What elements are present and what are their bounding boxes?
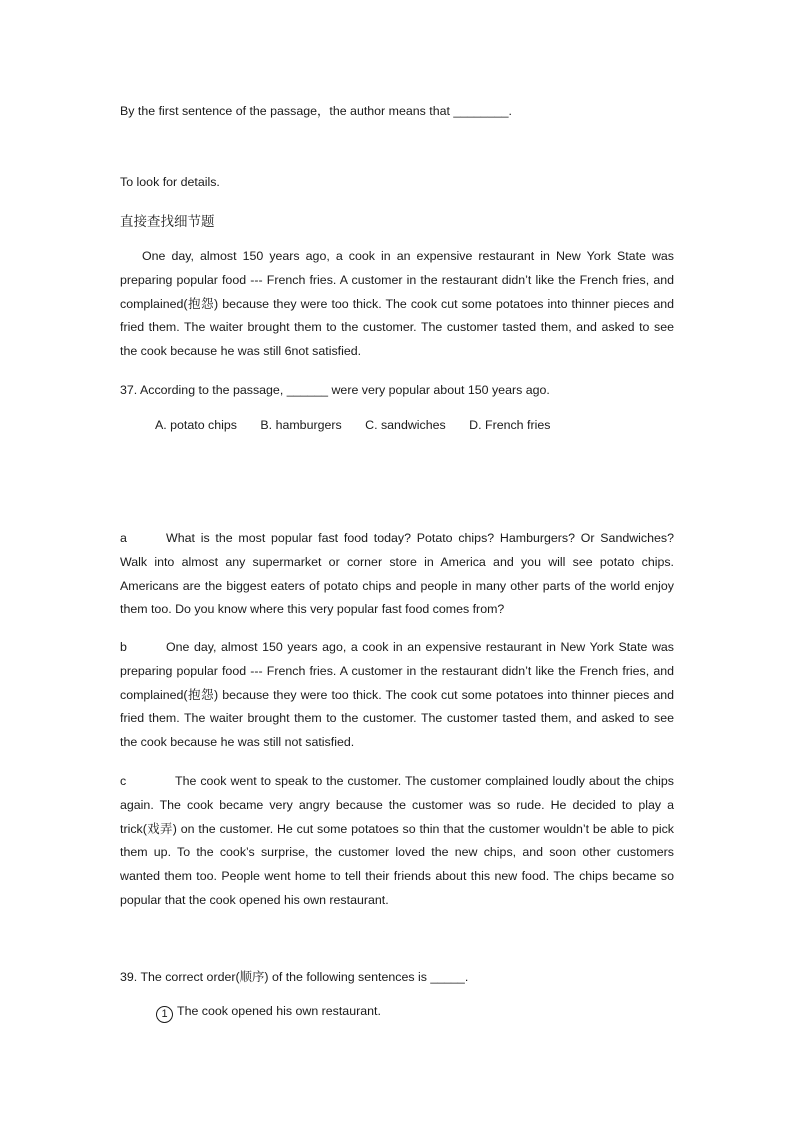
option-d: D. French fries <box>469 418 551 432</box>
question-37-stem: 37. According to the passage, ______ were very popular about 150 years ago. <box>120 383 550 397</box>
question-39-stem: 39. The correct order(顺序) of the following sentences is _____. <box>120 970 469 984</box>
paragraph-a <box>120 527 674 622</box>
tip-chinese-heading: 直接查找细节题 <box>120 214 215 230</box>
passage-excerpt-text: One day, almost 150 years ago, a cook in an expensive restaurant in New York State was preparing popular food --- French fries. A customer in the restaurant didn’t like the French fries, and complained(抱怨) because they were too thick. The cook cut some potatoes into thinner pieces and fried them. The waiter brought them to the customer. The customer tasted them, and asked to see the cook because he was still 6not satisfied. <box>120 249 674 359</box>
paragraph-c-label: c <box>120 774 127 788</box>
option-c: C. sandwiches <box>365 418 446 432</box>
circled-number-marker: 1 <box>156 1006 173 1023</box>
question-39-item-1-text: The cook opened his own restaurant. <box>177 1004 381 1018</box>
paragraph-c-text: The cook went to speak to the customer. The customer complained loudly about the chips again. The cook became very angry because the customer was so rude. He decided to play a trick(戏弄) on the customer. He cut some potatoes so thin that the customer wouldn’t be able to pick them up. To the cook’s surprise, the customer loved the new chips, and soon other customers wanted them too. People went home to tell their friends about this new food. The chips became so popular that the cook opened his own restaurant. <box>120 774 674 907</box>
paragraph-b-text: One day, almost 150 years ago, a cook in an expensive restaurant in New York State was preparing popular food --- French fries. A customer in the restaurant didn’t like the French fries, and complained(抱怨) because they were too thick. The cook cut some potatoes into thinner pieces and fried them. The waiter brought them to the customer. The customer tasted them, and asked to see the cook because he was still not satisfied. <box>120 640 674 750</box>
paragraph-b-label: b <box>120 640 127 654</box>
question-intro: By the first sentence of the passage，the author means that ________. <box>120 104 512 118</box>
paragraph-c <box>120 770 674 913</box>
option-a: A. potato chips <box>155 418 237 432</box>
paragraph-a-label: a <box>120 531 127 545</box>
question-39-item-1 <box>156 1004 381 1023</box>
passage-excerpt <box>120 245 674 364</box>
paragraph-a-text: What is the most popular fast food today? Potato chips? Hamburgers? Or Sandwiches? Walk into almost any supermarket or corner store in America and you will see potato chips. Americans are the biggest eaters of potato chips and people in many other parts of the world enjoy them too. Do you know where this very popular fast food comes from? <box>120 531 674 617</box>
question-37-options <box>155 418 570 432</box>
paragraph-b <box>120 636 674 755</box>
option-b: B. hamburgers <box>260 418 342 432</box>
tip-english: To look for details. <box>120 175 220 189</box>
